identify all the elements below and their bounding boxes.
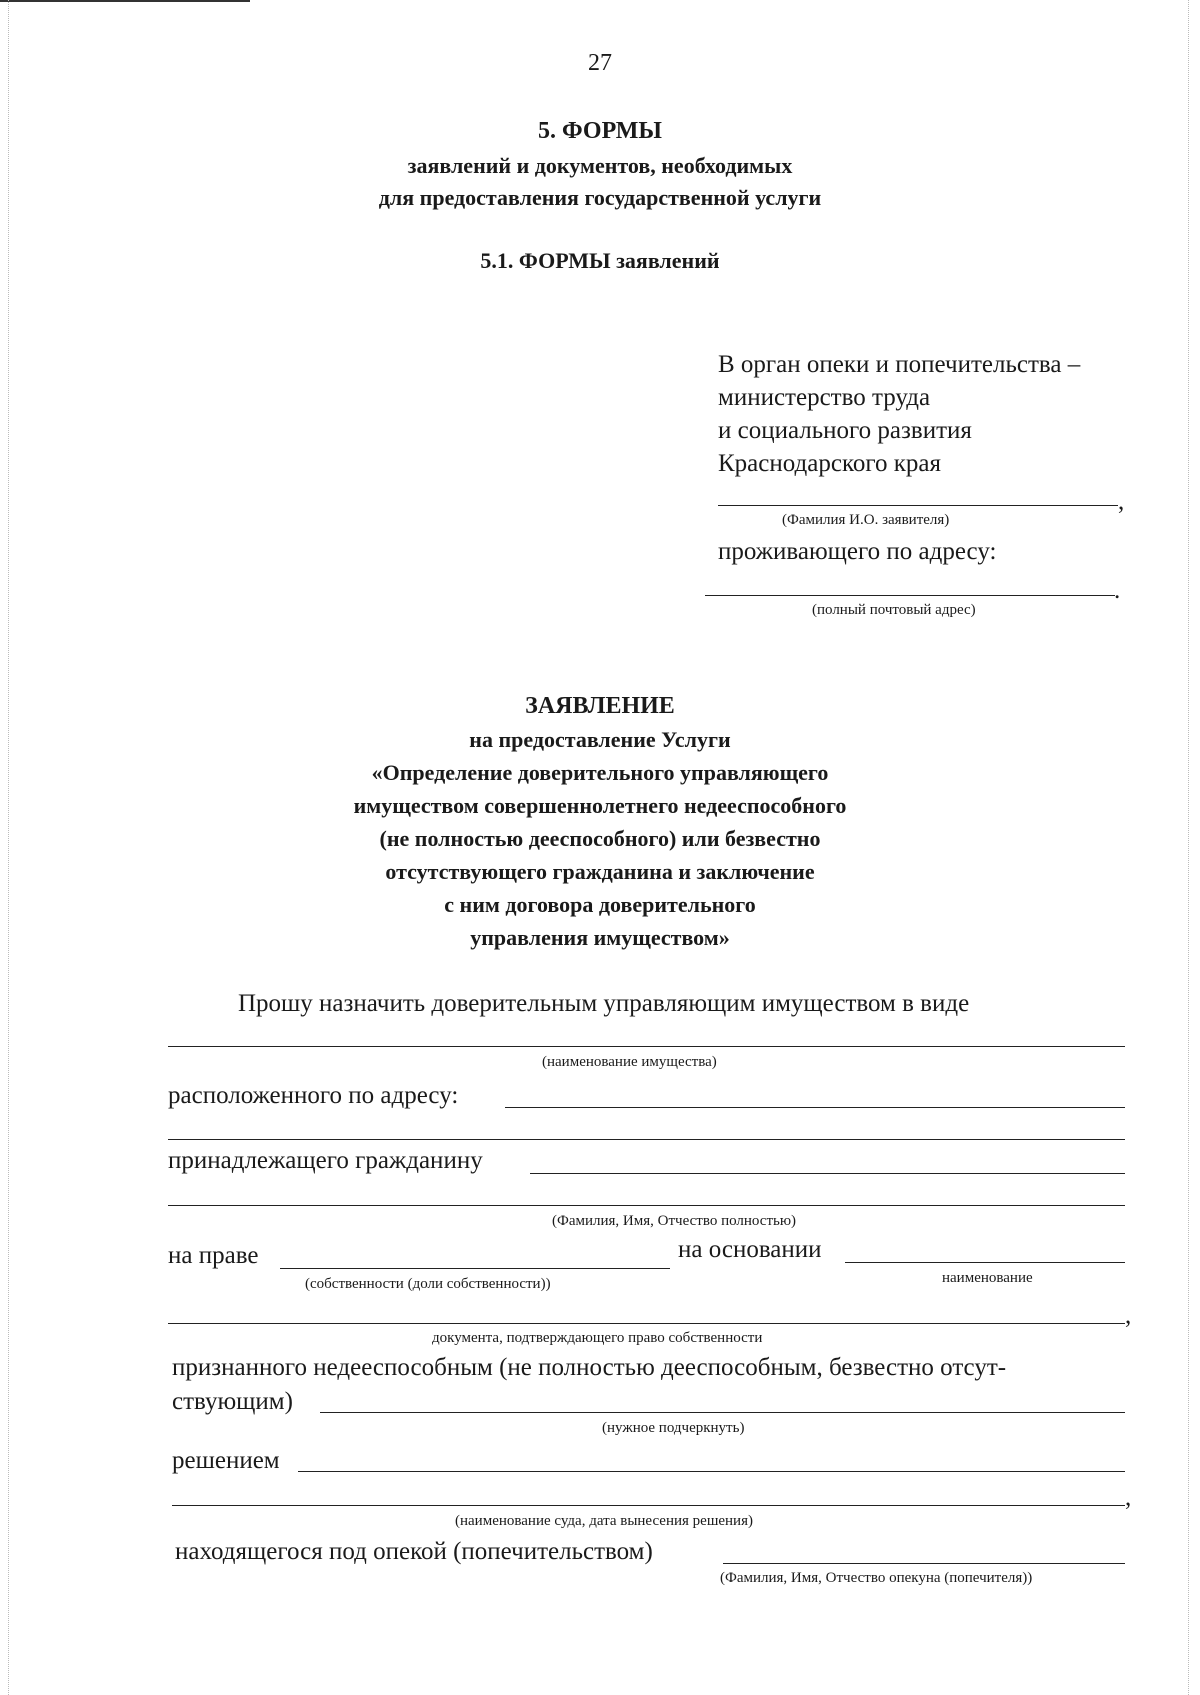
recognized-line-1: признанного недееспособным (не полностью дееспособным, безвестно отсут- [172,1354,1007,1381]
ownership-document-caption: документа, подтверждающего право собственности [432,1330,763,1346]
section-subtitle-line-2: для предоставления государственной услуги [378,185,822,210]
status-line[interactable] [320,1412,1125,1413]
statement-line-5: отсутствующего гражданина и заключение [385,859,815,884]
basis-label: на основании [678,1236,822,1263]
scan-edge-top [0,0,250,2]
statement-line-4: (не полностью дееспособного) или безвестно [379,826,821,851]
guardian-name-caption: (Фамилия, Имя, Отчество опекуна (попечителя)) [720,1570,1033,1586]
property-address-line-2[interactable] [168,1139,1125,1140]
ownership-type-line[interactable] [280,1268,670,1269]
right-label: на праве [168,1242,259,1269]
applicant-address-line[interactable] [705,595,1115,596]
addressee-line-4: Краснодарского края [718,450,941,477]
located-label: расположенного по адресу: [168,1082,459,1109]
page-number: 27 [588,50,612,76]
document-page: 27 5. ФОРМЫ заявлений и документов, необходимых для предоставления государственной услуги 5.1. ФОРМЫ заявлений В орган опеки и попечительства – министерство труда и социального развития Краснодарского края , (Фамилия И.О. заявителя) проживающего по адресу: . (полный почтовый адрес) ЗАЯВЛЕНИЕ на предоставление Услуги «Определение доверительного управляющего имуществом совершеннолетнего недееспособного (не полностью дееспособного) или безвестно отсутствующего гражданина и заключение с ним договора доверительного управления имуществом» Прошу назначить доверительным управляющим имуществом в виде (наименование имущества) расположенного по адресу: принадлежащего гражданину (Фамилия, Имя, Отчество полностью) на праве на основании (собственности (доли собственности)) наименование , документа, подтверждающего право собственности признанного недееспособным (не полностью дееспособным, безвестно отсут- ствующим) (нужное подчеркнуть) решением , (наименование суда, дата вынесения решения) находящегося под опекой (попечительством) (Фамилия, Имя, Отчество опекуна (попечителя)) [0,0,1200,1695]
court-decision-caption: (наименование суда, дата вынесения решения) [455,1513,753,1529]
decision-label: решением [172,1447,280,1474]
guardian-name-line[interactable] [723,1563,1125,1564]
property-name-caption: (наименование имущества) [542,1054,717,1070]
statement-line-2: «Определение доверительного управляющего [371,760,829,785]
addressee-line-3: и социального развития [718,417,972,444]
ownership-type-caption: (собственности (доли собственности)) [305,1276,551,1292]
basis-caption: наименование [942,1270,1033,1286]
statement-title: ЗАЯВЛЕНИЕ [525,693,675,719]
section-title: 5. ФОРМЫ [538,118,662,144]
court-decision-line[interactable] [298,1471,1125,1472]
address-caption: (полный почтовый адрес) [812,602,976,618]
request-intro: Прошу назначить доверительным управляющим имуществом в виде [238,990,970,1017]
statement-line-6: с ним договора доверительного [444,892,756,917]
property-address-line[interactable] [505,1107,1125,1108]
belongs-label: принадлежащего гражданину [168,1147,483,1174]
applicant-name-caption: (Фамилия И.О. заявителя) [782,512,950,528]
residing-label: проживающего по адресу: [718,538,997,565]
property-name-line[interactable] [168,1046,1125,1047]
addressee-line-2: министерство труда [718,384,931,411]
applicant-name-line[interactable] [718,505,1118,506]
subsection-title: 5.1. ФОРМЫ заявлений [480,248,720,273]
owner-name-line-2[interactable] [168,1205,1125,1206]
owner-name-caption: (Фамилия, Имя, Отчество полностью) [552,1213,797,1229]
basis-line[interactable] [845,1262,1125,1263]
statement-line-3: имуществом совершеннолетнего недееспособного [353,793,847,818]
guardianship-label: находящегося под опекой (попечительством) [175,1538,653,1565]
court-decision-line-2[interactable] [172,1505,1125,1506]
section-subtitle-line-1: заявлений и документов, необходимых [407,153,793,178]
owner-name-line[interactable] [530,1173,1125,1174]
addressee-line-1: В орган опеки и попечительства – [718,351,1081,378]
statement-line-7: управления имуществом» [470,925,730,950]
statement-line-1: на предоставление Услуги [469,727,731,752]
recognized-line-2: ствующим) [172,1388,293,1415]
ownership-document-line[interactable] [168,1323,1125,1324]
underline-caption: (нужное подчеркнуть) [602,1420,745,1436]
